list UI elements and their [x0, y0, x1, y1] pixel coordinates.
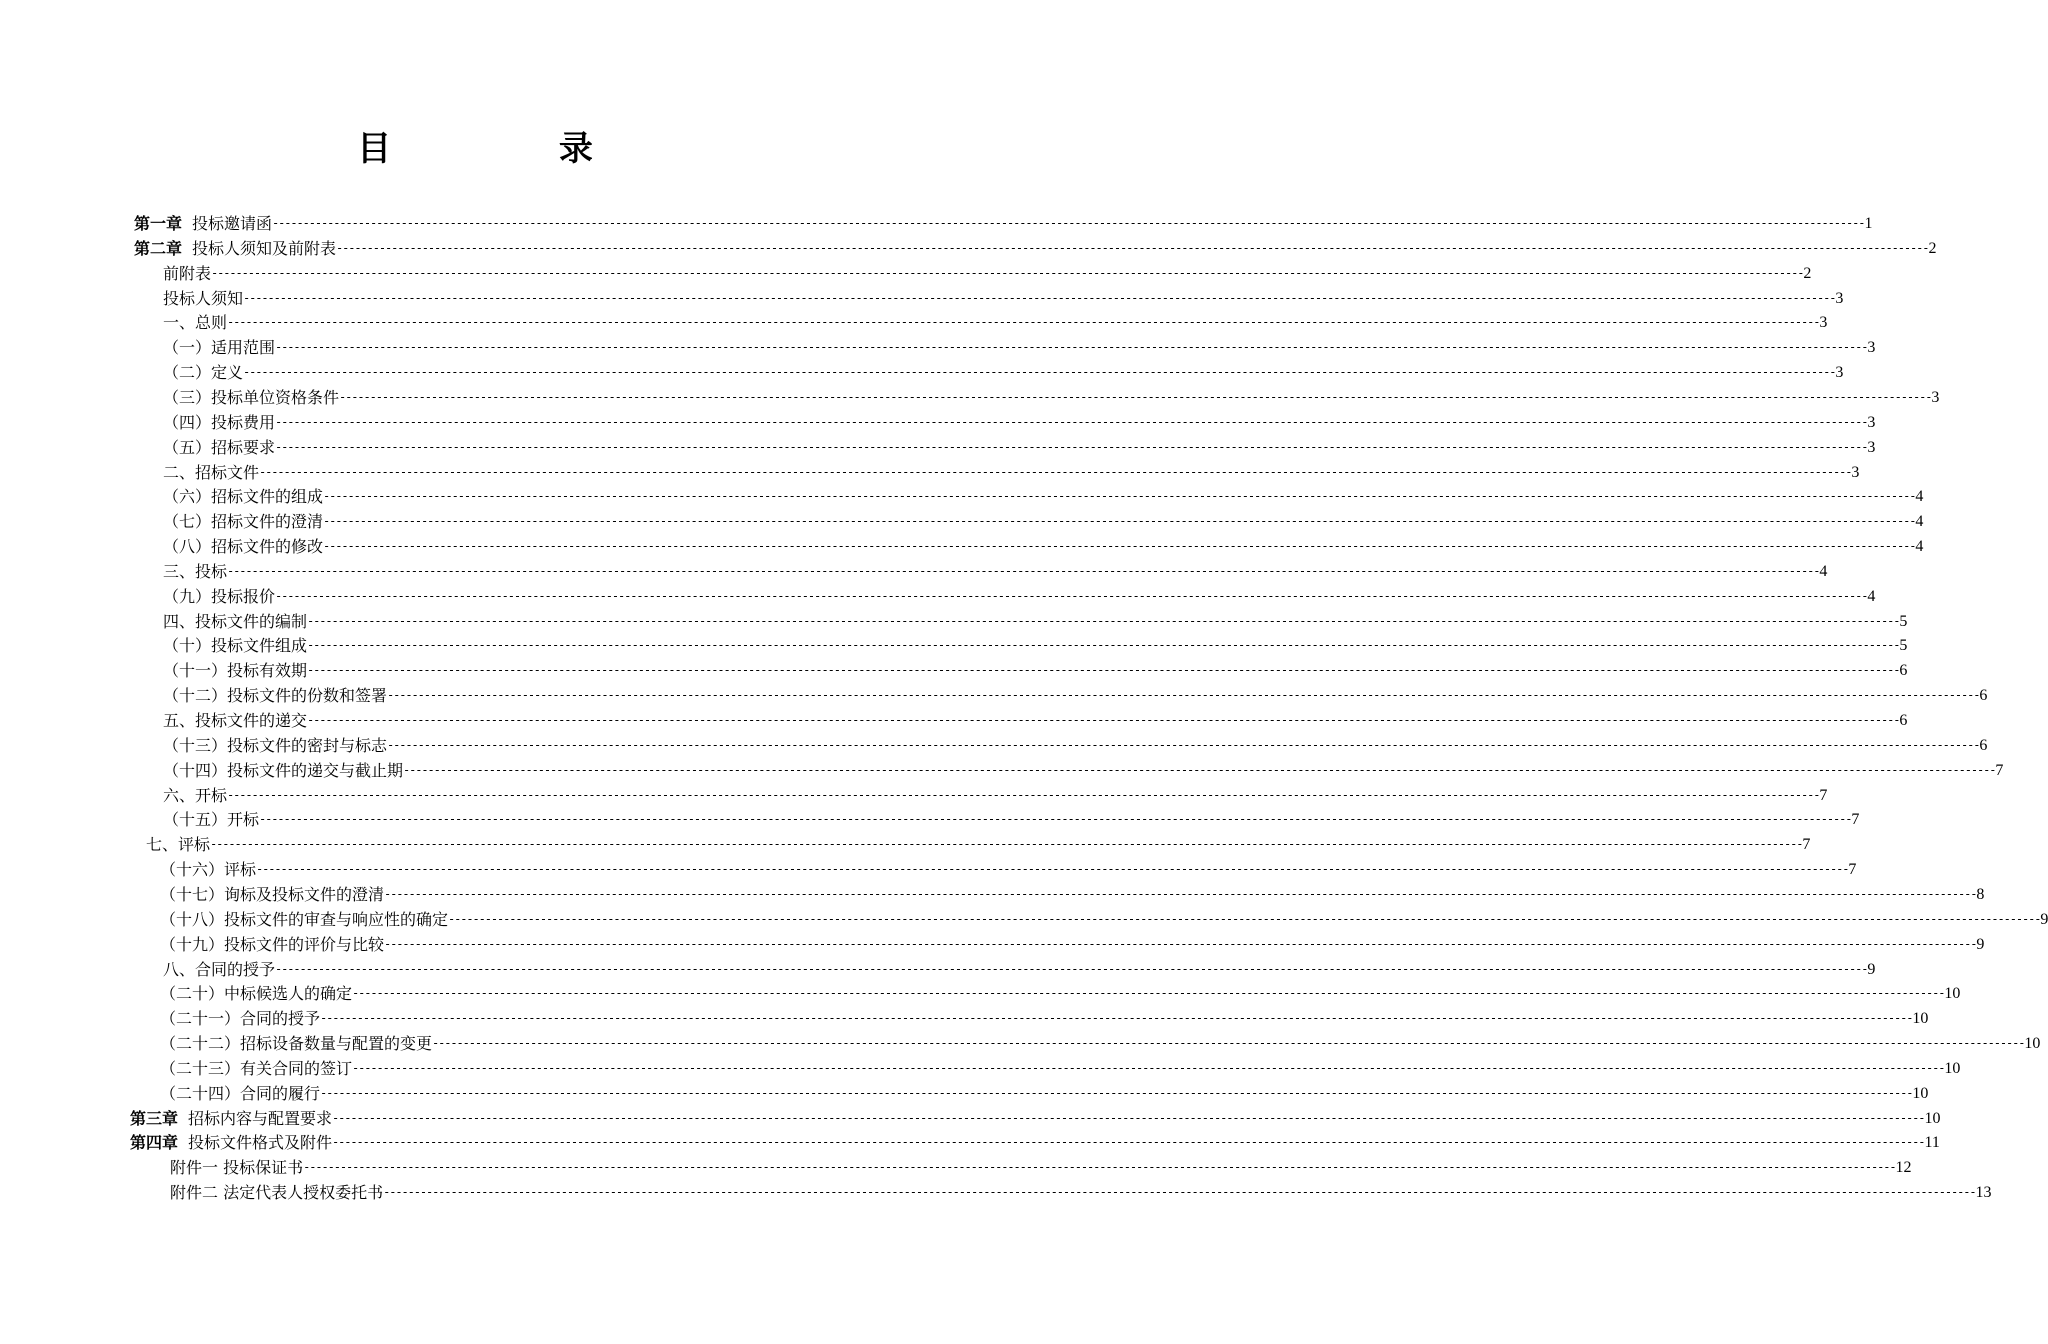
toc-entry-text: 招标内容与配置要求 [188, 1108, 333, 1128]
toc-leader-line: -------------------------------------------------------------------------------------------------------------------------------------------------------------------------------------------------------------------------------------------------------------------- [275, 340, 1868, 355]
toc-entry-text: （二十）中标候选人的确定 [160, 984, 353, 1004]
toc-leader-line: -------------------------------------------------------------------------------------------------------------------------------------------------------------------------------------------------------------------------------------------------------------------- [323, 514, 1916, 529]
toc-page-number: 10 [2024, 1035, 2041, 1053]
toc-leader-line: -------------------------------------------------------------------------------------------------------------------------------------------------------------------------------------------------------------------------------------------------------------------- [339, 389, 1932, 404]
toc-entry[interactable] [160, 1081, 1929, 1106]
toc-leader-line: -------------------------------------------------------------------------------------------------------------------------------------------------------------------------------------------------------------------------------------------------------------------- [210, 837, 1803, 852]
toc-leader-line: -------------------------------------------------------------------------------------------------------------------------------------------------------------------------------------------------------------------------------------------------------------------- [352, 986, 1945, 1001]
toc-entry[interactable] [134, 211, 1873, 236]
toc-page-number: 3 [1867, 413, 1876, 431]
toc-leader-line: -------------------------------------------------------------------------------------------------------------------------------------------------------------------------------------------------------------------------------------------------------------------- [307, 713, 1900, 727]
toc-entry-text: （十三）投标文件的密封与标志 [163, 735, 388, 755]
toc-entry-text: 六、开标 [163, 785, 228, 805]
toc-entry-text: 投标文件格式及附件 [188, 1133, 333, 1153]
toc-entry-label [163, 807, 259, 832]
toc-entry-text: （四）投标费用 [163, 412, 276, 432]
toc-entry-label [163, 460, 259, 485]
toc-page-number: 10 [1944, 985, 1961, 1003]
toc-chapter-number: 第二章 [134, 238, 183, 258]
toc-entry-text: （二十一）合同的授予 [160, 1009, 321, 1029]
toc-page-number: 6 [1899, 712, 1908, 729]
toc-entry[interactable] [163, 708, 1908, 733]
toc-entry-label [163, 683, 387, 708]
toc-entry-text: 投标人须知及前附表 [192, 238, 337, 258]
toc-entry[interactable] [163, 633, 1908, 658]
toc-leader-line: -------------------------------------------------------------------------------------------------------------------------------------------------------------------------------------------------------------------------------------------------------------------- [320, 1085, 1913, 1100]
toc-entry[interactable] [160, 932, 1985, 957]
toc-entry[interactable] [163, 410, 1876, 435]
toc-entry-label [134, 211, 272, 236]
toc-entry[interactable] [170, 1180, 1992, 1205]
toc-entry-label [130, 1130, 332, 1155]
toc-entry-text: （五）招标要求 [163, 437, 276, 457]
toc-entry[interactable] [163, 534, 1924, 559]
toc-leader-line: -------------------------------------------------------------------------------------------------------------------------------------------------------------------------------------------------------------------------------------------------------------------- [256, 862, 1849, 877]
toc-entry-label [160, 907, 448, 932]
toc-page-number: 2 [1803, 264, 1812, 282]
toc-page-number: 1 [1864, 215, 1873, 232]
page-title: 目 录 [357, 129, 671, 169]
toc-page-number: 10 [1912, 1084, 1929, 1102]
toc-page-number: 8 [1976, 885, 1985, 903]
toc-entry-label [160, 857, 256, 882]
toc-leader-line: -------------------------------------------------------------------------------------------------------------------------------------------------------------------------------------------------------------------------------------------------------------------- [275, 588, 1868, 603]
toc-entry-text: 四、投标文件的编制 [163, 611, 308, 631]
toc-leader-line: -------------------------------------------------------------------------------------------------------------------------------------------------------------------------------------------------------------------------------------------------------------------- [303, 1160, 1896, 1175]
toc-page-number: 6 [1979, 736, 1988, 754]
toc-page-number: 3 [1867, 438, 1876, 456]
toc-entry-text: （十五）开标 [163, 810, 260, 830]
toc-entry-text: 投标人须知 [163, 288, 244, 308]
toc-page-number: 6 [1979, 687, 1988, 705]
toc-leader-line: -------------------------------------------------------------------------------------------------------------------------------------------------------------------------------------------------------------------------------------------------------------------- [243, 290, 1836, 305]
toc-entry[interactable] [160, 981, 1961, 1006]
toc-entry[interactable] [163, 335, 1876, 360]
toc-page-number: 2 [1928, 239, 1937, 257]
toc-leader-line: -------------------------------------------------------------------------------------------------------------------------------------------------------------------------------------------------------------------------------------------------------------------- [259, 464, 1852, 479]
toc-entry-label [163, 286, 243, 311]
toc-entry-text: 七、评标 [146, 835, 211, 855]
toc-page-number: 7 [1995, 761, 2004, 779]
toc-leader-line: -------------------------------------------------------------------------------------------------------------------------------------------------------------------------------------------------------------------------------------------------------------------- [323, 539, 1916, 554]
toc-entry[interactable] [146, 832, 1811, 857]
toc-entry-text: （二十三）有关合同的签订 [160, 1058, 353, 1078]
toc-leader-line: -------------------------------------------------------------------------------------------------------------------------------------------------------------------------------------------------------------------------------------------------------------------- [227, 787, 1820, 802]
toc-entry-label [134, 236, 336, 261]
toc-chapter-number: 第三章 [130, 1108, 179, 1128]
toc-entry-text: （七）招标文件的澄清 [163, 512, 324, 532]
toc-page-number: 10 [1924, 1109, 1941, 1127]
toc-entry-text: 五、投标文件的递交 [163, 711, 308, 730]
toc-leader-line: -------------------------------------------------------------------------------------------------------------------------------------------------------------------------------------------------------------------------------------------------------------------- [307, 663, 1900, 678]
toc-entry-label [163, 957, 275, 982]
toc-leader-line: -------------------------------------------------------------------------------------------------------------------------------------------------------------------------------------------------------------------------------------------------------------------- [307, 613, 1900, 628]
toc-leader-line: -------------------------------------------------------------------------------------------------------------------------------------------------------------------------------------------------------------------------------------------------------------------- [336, 240, 1929, 255]
toc-entry-text: 一、总则 [163, 313, 228, 333]
toc-entry-label [163, 410, 275, 435]
toc-leader-line: -------------------------------------------------------------------------------------------------------------------------------------------------------------------------------------------------------------------------------------------------------------------- [320, 1011, 1913, 1026]
toc-entry-label [160, 1006, 320, 1031]
toc-entry[interactable] [160, 857, 1857, 882]
toc-entry[interactable] [170, 1155, 1912, 1180]
toc-page-number: 7 [1851, 811, 1860, 829]
toc-entry-label [160, 1081, 320, 1106]
toc-page-number: 9 [1867, 960, 1876, 978]
toc-entry[interactable] [130, 1130, 1940, 1155]
toc-entry-label [163, 633, 307, 658]
toc-page-number: 7 [1819, 786, 1828, 804]
toc-leader-line: -------------------------------------------------------------------------------------------------------------------------------------------------------------------------------------------------------------------------------------------------------------------- [403, 762, 1996, 777]
toc-page-number: 3 [1835, 289, 1844, 307]
toc-leader-line: -------------------------------------------------------------------------------------------------------------------------------------------------------------------------------------------------------------------------------------------------------------------- [275, 439, 1868, 454]
toc-entry-text: （十）投标文件组成 [163, 636, 308, 656]
toc-page-number: 3 [1931, 388, 1940, 406]
toc-entry-text: （十一）投标有效期 [163, 661, 308, 681]
toc-entry-label [163, 733, 387, 758]
toc-page-number: 4 [1915, 513, 1924, 531]
toc-entry-text: 投标邀请函 [192, 214, 273, 233]
toc-leader-line: -------------------------------------------------------------------------------------------------------------------------------------------------------------------------------------------------------------------------------------------------------------------- [432, 1036, 2025, 1051]
toc-page-number: 12 [1895, 1159, 1912, 1177]
toc-entry-label [146, 832, 210, 857]
toc-entry[interactable] [163, 783, 1828, 808]
toc-entry-text: （六）招标文件的组成 [163, 487, 324, 507]
toc-page-number: 5 [1899, 612, 1908, 630]
toc-entry-text: （十四）投标文件的递交与截止期 [163, 760, 404, 780]
toc-entry[interactable] [163, 733, 1988, 758]
toc-entry-text: （二）定义 [163, 363, 244, 383]
toc-page-number: 9 [1976, 935, 1985, 953]
toc-entry-text: （三）投标单位资格条件 [163, 387, 340, 407]
toc-entry[interactable] [163, 609, 1908, 634]
toc-leader-line: -------------------------------------------------------------------------------------------------------------------------------------------------------------------------------------------------------------------------------------------------------------------- [227, 563, 1820, 578]
toc-leader-line: -------------------------------------------------------------------------------------------------------------------------------------------------------------------------------------------------------------------------------------------------------------------- [387, 688, 1980, 703]
toc-entry-label [163, 484, 323, 509]
toc-entry[interactable] [163, 484, 1924, 509]
toc-page-number: 4 [1915, 488, 1924, 506]
toc-entry-text: 三、投标 [163, 561, 228, 581]
toc-entry-label [170, 1155, 303, 1180]
toc-leader-line: -------------------------------------------------------------------------------------------------------------------------------------------------------------------------------------------------------------------------------------------------------------------- [307, 638, 1900, 653]
toc-leader-line: -------------------------------------------------------------------------------------------------------------------------------------------------------------------------------------------------------------------------------------------------------------------- [448, 911, 2041, 926]
toc-entry[interactable] [163, 807, 1860, 832]
toc-page-number: 3 [1867, 339, 1876, 357]
toc-entry-label [160, 882, 384, 907]
toc-entry-label [163, 783, 227, 808]
toc-page-number: 7 [1848, 861, 1857, 879]
toc-entry-label [160, 932, 384, 957]
toc-leader-line: -------------------------------------------------------------------------------------------------------------------------------------------------------------------------------------------------------------------------------------------------------------------- [272, 216, 1865, 230]
toc-entry-text: （十二）投标文件的份数和签署 [163, 686, 388, 706]
toc-entry[interactable] [160, 907, 2048, 932]
toc-entry[interactable] [163, 658, 1908, 683]
toc-leader-line: -------------------------------------------------------------------------------------------------------------------------------------------------------------------------------------------------------------------------------------------------------------------- [227, 315, 1820, 330]
toc-entry-label [163, 758, 403, 783]
toc-entry-text: 八、合同的授予 [163, 959, 276, 979]
toc-entry-label [170, 1180, 383, 1205]
toc-page-number: 4 [1867, 587, 1876, 605]
toc-leader-line: -------------------------------------------------------------------------------------------------------------------------------------------------------------------------------------------------------------------------------------------------------------------- [387, 737, 1980, 752]
toc-entry-text: （二十二）招标设备数量与配置的变更 [160, 1034, 433, 1054]
toc-chapter-number: 第四章 [130, 1133, 179, 1153]
toc-leader-line: -------------------------------------------------------------------------------------------------------------------------------------------------------------------------------------------------------------------------------------------------------------------- [259, 812, 1852, 827]
toc-page-number: 10 [1912, 1010, 1929, 1028]
toc-leader-line: -------------------------------------------------------------------------------------------------------------------------------------------------------------------------------------------------------------------------------------------------------------------- [384, 886, 1977, 901]
toc-entry[interactable] [163, 509, 1924, 534]
toc-entry-text: （十七）询标及投标文件的澄清 [160, 884, 385, 904]
toc-entry[interactable] [163, 683, 1988, 708]
toc-entry-label [160, 1031, 432, 1056]
toc-page-number: 4 [1819, 562, 1828, 580]
toc-leader-line: -------------------------------------------------------------------------------------------------------------------------------------------------------------------------------------------------------------------------------------------------------------------- [211, 265, 1804, 280]
toc-page-number: 3 [1835, 364, 1844, 382]
toc-entry-label [163, 385, 339, 410]
toc-entry-label [163, 559, 227, 584]
toc-entry-text: （八）招标文件的修改 [163, 537, 324, 557]
toc-entry-label [130, 1106, 332, 1131]
toc-entry[interactable] [163, 360, 1844, 385]
toc-entry[interactable] [163, 559, 1828, 584]
toc-leader-line: -------------------------------------------------------------------------------------------------------------------------------------------------------------------------------------------------------------------------------------------------------------------- [275, 961, 1868, 976]
toc-page-number: 3 [1819, 314, 1828, 332]
toc-leader-line: -------------------------------------------------------------------------------------------------------------------------------------------------------------------------------------------------------------------------------------------------------------------- [323, 489, 1916, 504]
toc-entry[interactable] [163, 758, 2004, 783]
toc-entry-label [163, 435, 275, 460]
toc-entry[interactable] [163, 261, 1812, 286]
toc-entry[interactable] [163, 584, 1876, 609]
toc-entry-text: 前附表 [163, 263, 212, 283]
toc-entry-text: （十九）投标文件的评价与比较 [160, 934, 385, 954]
toc-entry[interactable] [160, 1056, 1961, 1081]
toc-leader-line: -------------------------------------------------------------------------------------------------------------------------------------------------------------------------------------------------------------------------------------------------------------------- [383, 1185, 1976, 1200]
toc-entry-text: （十六）评标 [160, 860, 257, 880]
toc-entry[interactable] [134, 236, 1937, 261]
toc-leader-line: -------------------------------------------------------------------------------------------------------------------------------------------------------------------------------------------------------------------------------------------------------------------- [332, 1135, 1925, 1150]
toc-leader-line: -------------------------------------------------------------------------------------------------------------------------------------------------------------------------------------------------------------------------------------------------------------------- [275, 414, 1868, 429]
toc-entry-label [163, 658, 307, 683]
toc-entry-text: 附件一 投标保证书 [170, 1158, 304, 1178]
toc-entry-label [163, 360, 243, 385]
toc-page-number: 11 [1924, 1134, 1940, 1152]
toc-entry-text: 附件二 法定代表人授权委托书 [170, 1183, 384, 1203]
toc-leader-line: -------------------------------------------------------------------------------------------------------------------------------------------------------------------------------------------------------------------------------------------------------------------- [243, 365, 1836, 380]
toc-entry[interactable] [160, 882, 1985, 907]
toc-entry-text: （十八）投标文件的审查与响应性的确定 [160, 909, 449, 929]
toc-entry-label [160, 981, 352, 1006]
toc-chapter-number: 第一章 [134, 214, 183, 233]
toc-page-number: 13 [1975, 1184, 1992, 1202]
toc-entry[interactable] [163, 460, 1860, 485]
toc-entry[interactable] [163, 957, 1876, 982]
toc-leader-line: -------------------------------------------------------------------------------------------------------------------------------------------------------------------------------------------------------------------------------------------------------------------- [352, 1060, 1945, 1075]
toc-entry-text: （二十四）合同的履行 [160, 1083, 321, 1103]
toc-entry[interactable] [163, 286, 1844, 311]
toc-page-number: 10 [1944, 1059, 1961, 1077]
toc-page-number: 5 [1899, 637, 1908, 655]
toc-entry[interactable] [163, 385, 1940, 410]
toc-entry-label [163, 584, 275, 609]
toc-entry[interactable] [160, 1031, 2041, 1056]
toc-entry-label [163, 261, 211, 286]
toc-entry-label [163, 335, 275, 360]
toc-entry-text: 二、招标文件 [163, 462, 260, 482]
toc-entry-label [163, 708, 307, 733]
toc-leader-line: -------------------------------------------------------------------------------------------------------------------------------------------------------------------------------------------------------------------------------------------------------------------- [384, 936, 1977, 951]
toc-entry-label [160, 1056, 352, 1081]
toc-leader-line: -------------------------------------------------------------------------------------------------------------------------------------------------------------------------------------------------------------------------------------------------------------------- [332, 1110, 1925, 1125]
toc-page-number: 6 [1899, 662, 1908, 680]
toc-entry-label [163, 534, 323, 559]
toc-entry-text: （一）适用范围 [163, 338, 276, 358]
toc-entry[interactable] [163, 435, 1876, 460]
toc-page-number: 4 [1915, 538, 1924, 556]
toc-page-number: 3 [1851, 463, 1860, 481]
toc-entry-label [163, 509, 323, 534]
toc-entry-label [163, 310, 227, 335]
toc-entry-text: （九）投标报价 [163, 586, 276, 606]
toc-entry[interactable] [163, 310, 1828, 335]
toc-entry[interactable] [160, 1006, 1929, 1031]
toc-entry[interactable] [130, 1106, 1941, 1131]
toc-entry-label [163, 609, 307, 634]
toc-page-number: 9 [2040, 910, 2048, 928]
toc-page-number: 7 [1802, 836, 1811, 854]
